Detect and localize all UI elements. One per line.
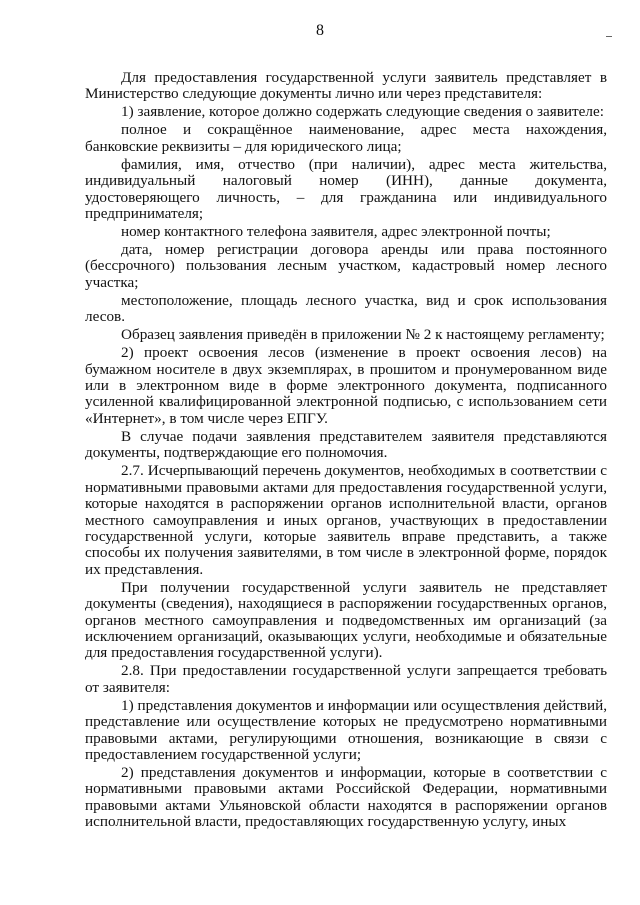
paragraph: 2) проект освоения лесов (изменение в проект освоения лесов) на бумажном носителе в двух экземплярах, в прошитом и пронумерованном виде или в электронном виде в форме электронного документа, подписанного усиленной квалифицированной электронной подписью, с использованием сети «Интернет», в том числе через ЕПГУ. [85,344,607,427]
paragraph: полное и сокращённое наименование, адрес места нахождения, банковские реквизиты – для юридического лица; [85,121,607,155]
paragraph: местоположение, площадь лесного участка, вид и срок использования лесов. [85,291,607,326]
page-number: 8 [316,22,324,39]
paragraph: При получении государственной услуги заявитель не представляет документы (сведения), находящиеся в распоряжении государственных органов, органов местного самоуправления и подведомственных им организаций (за исключением организаций, оказывающих услуги, необходимые и обязательные для предоставления государственной услуги). [85,578,607,662]
paragraph: 2) представления документов и информации, которые в соответствии с нормативными правовыми актами Российской Федерации, нормативными правовыми актами Ульяновской области находятся в распоряжении органов исполнительной власти, предоставляющих государственную услугу, иных [85,763,607,831]
document-body [85,70,607,831]
paragraph: В случае подачи заявления представителем заявителя представляются документы, подтверждающие его полномочия. [85,427,607,462]
paragraph: дата, номер регистрации договора аренды или права постоянного (бессрочного) пользования лесным участком, кадастровый номер лесного участка; [85,241,607,291]
paragraph: 2.7. Исчерпывающий перечень документов, необходимых в соответствии с нормативными правовыми актами для предоставления государственной услуги, которые находятся в распоряжении органов исполнительной власти, органов местного самоуправления и иных органов, участвующих в предоставлении государственной услуги, которые заявитель вправе представить, а также способы их получения заявителями, в том числе в электронной форме, порядок их представления. [85,462,607,578]
paragraph: 2.8. При предоставлении государственной услуги запрещается требовать от заявителя: [85,662,607,696]
paragraph: номер контактного телефона заявителя, адрес электронной почты; [121,223,551,241]
paragraph: 1) представления документов и информации или осуществления действий, представление или осуществление которых не предусмотрено нормативными правовыми актами, регулирующими отношения, возникающие в связи с предоставлением государственной услуги; [85,696,607,763]
paragraph: Для предоставления государственной услуги заявитель представляет в Министерство следующие документы лично или через представителя: [85,69,607,103]
paragraph: 1) заявление, которое должно содержать следующие сведения о заявителе: [121,103,604,121]
paragraph: фамилия, имя, отчество (при наличии), адрес места жительства, индивидуальный налоговый номер (ИНН), данные документа, удостоверяющего личность, – для гражданина или индивидуального предпринимателя; [85,155,607,223]
paragraph: Образец заявления приведён в приложении № 2 к настоящему регламенту; [121,326,605,344]
